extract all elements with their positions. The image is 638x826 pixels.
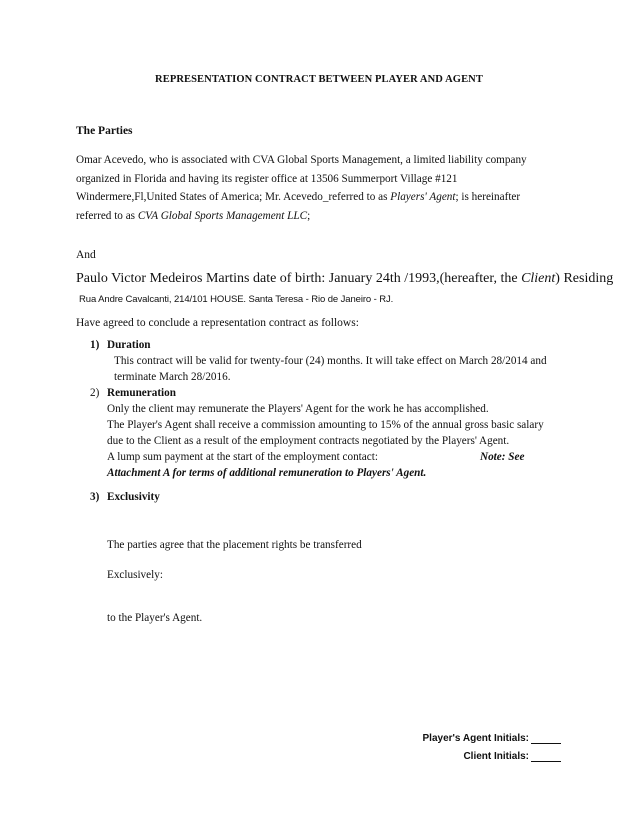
company-term: CVA Global Sports Management LLC xyxy=(137,209,308,222)
client-term: Client xyxy=(521,271,556,286)
and-label: And xyxy=(76,249,96,261)
section-3-line-2: Exclusively: xyxy=(107,569,163,581)
parties-paragraph xyxy=(76,151,566,225)
client-initials-blank[interactable] xyxy=(531,751,561,762)
section-3-heading: Exclusivity xyxy=(107,491,160,503)
client-line-end: ) Residing xyxy=(555,271,614,286)
parties-line-2: organized in Florida and having its register office at 13506 Summerport Village #121 xyxy=(76,172,458,185)
attachment-note: Attachment A for terms of additional remuneration to Players' Agent. xyxy=(107,467,427,479)
section-1-heading: Duration xyxy=(107,339,151,351)
client-address: Rua Andre Cavalcanti, 214/101 HOUSE. Santa Teresa - Rio de Janeiro - RJ. xyxy=(79,294,394,305)
parties-line-4-end: ; xyxy=(307,209,311,222)
parties-line-4-text: referred to as xyxy=(76,209,138,222)
section-2-line-3: due to the Client as a result of the employment contracts negotiated by the Players' Agent. xyxy=(107,435,510,447)
section-1-line-1: This contract will be valid for twenty-four (24) months. It will take effect on March 28/2014 and xyxy=(114,355,547,367)
note-label: Note: See xyxy=(480,451,525,463)
parties-line-4 xyxy=(76,207,566,226)
section-3-line-3: to the Player's Agent. xyxy=(107,612,203,624)
agent-initials-label: Player's Agent Initials: xyxy=(422,733,529,744)
parties-line-3-end: ; is hereinafter xyxy=(455,191,521,203)
section-3-number: 3) xyxy=(90,491,100,503)
client-initials xyxy=(463,751,561,762)
client-initials-label: Client Initials: xyxy=(463,751,529,762)
parties-line-3 xyxy=(76,188,566,207)
section-3-line-1: The parties agree that the placement rights be transferred xyxy=(107,539,362,551)
section-2-number: 2) xyxy=(90,387,100,399)
section-1-number: 1) xyxy=(90,339,100,351)
section-2-line-2: The Player's Agent shall receive a commission amounting to 15% of the annual gross basic salary xyxy=(107,419,544,431)
agreed-text: Have agreed to conclude a representation contract as follows: xyxy=(76,317,359,329)
parties-line-3-text: Windermere,Fl,United States of America; Mr. Acevedo_referred to as xyxy=(76,191,391,203)
document-title: REPRESENTATION CONTRACT BETWEEN PLAYER AND AGENT xyxy=(155,74,483,85)
client-line-text: Paulo Victor Medeiros Martins date of birth: January 24th /1993,(hereafter, the xyxy=(76,271,522,286)
section-2-line-4: A lump sum payment at the start of the employment contact: xyxy=(107,451,378,463)
section-2-line-1: Only the client may remunerate the Players' Agent for the work he has accomplished. xyxy=(107,403,489,415)
parties-heading: The Parties xyxy=(76,125,133,137)
parties-line-1: Omar Acevedo, who is associated with CVA Global Sports Management, a limited liability company xyxy=(76,154,527,166)
section-2-heading: Remuneration xyxy=(107,387,176,399)
agent-initials xyxy=(423,733,561,744)
agent-initials-blank[interactable] xyxy=(531,733,561,744)
client-line xyxy=(76,271,613,287)
players-agent-term: Players' Agent xyxy=(390,191,456,203)
section-1-line-2: terminate March 28/2016. xyxy=(114,371,231,383)
